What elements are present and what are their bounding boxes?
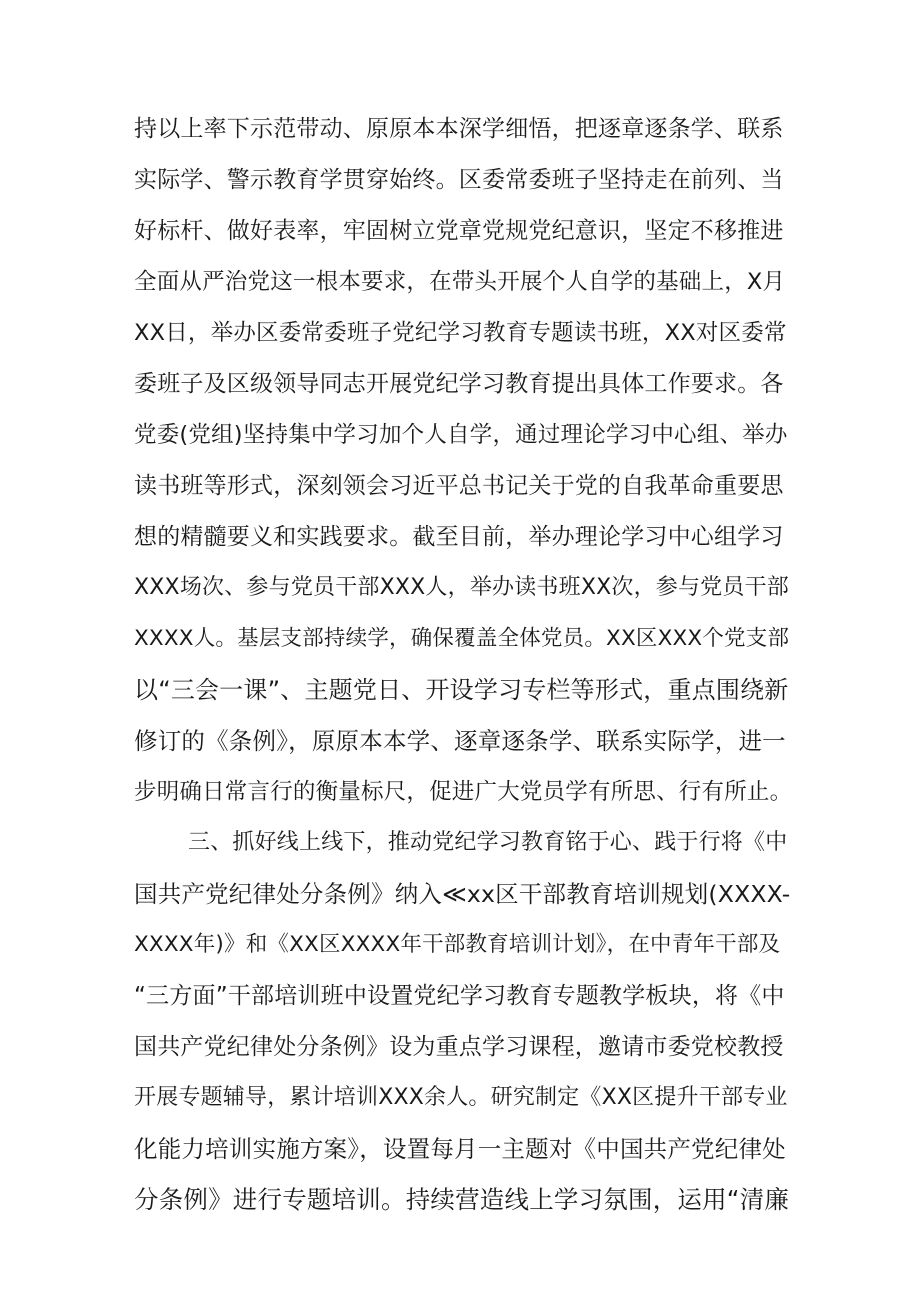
text-line: 以“三会一课”、主题党日、开设学习专栏等形式，重点围绕新: [134, 676, 789, 704]
text-line: 读书班等形式，深刻领会习近平总书记关于党的自我革命重要思: [134, 473, 784, 499]
text-line: XXXX年)》和《XX区XXXX年干部教育培训计划》，在中青年干部及: [134, 932, 781, 957]
text-line: 委班子及区级领导同志开展党纪学习教育提出具体工作要求。各: [134, 371, 784, 397]
text-line: 国共产党纪律处分条例》纳入≪xx区干部教育培训规划(XXXX-: [134, 880, 791, 908]
text-line: 实际学、警示教育学贯穿始终。区委常委班子坚持走在前列、当: [134, 167, 784, 193]
text-line: 分条例》进行专题培训。持续营造线上学习氛围，运用“清廉: [134, 1185, 790, 1214]
text-line: “三方面”干部培训班中设置党纪学习教育专题教学板块，将《中: [134, 983, 785, 1009]
text-line: XXX场次、参与党员干部XXX人，举办读书班XX次，参与党员干部: [134, 575, 789, 600]
text-line: 化能力培训实施方案》，设置每月一主题对《中国共产党纪律处: [134, 1135, 786, 1163]
text-line: 修订的《条例》，原原本本学、逐章逐条学、联系实际学，进一: [134, 727, 786, 755]
text-line: 想的精髓要义和实践要求。截至目前，举办理论学习中心组学习: [134, 524, 784, 550]
text-line: 好标杆、做好表率，牢固树立党章党规党纪意识，坚定不移推进: [134, 218, 784, 244]
text-line: 步明确日常言行的衡量标尺，促进广大党员学有所思、行有所止。: [134, 779, 793, 805]
section-heading-line: 三、抓好线上线下，推动党纪学习教育铭于心、践于行将《中: [188, 830, 788, 855]
text-line: XXXX人。基层支部持续学，确保覆盖全体党员。XX区XXX个党支部: [134, 626, 790, 651]
text-line: 持以上率下示范带动、原原本本深学细悟，把逐章逐条学、联系: [134, 116, 784, 142]
text-line: 开展专题辅导，累计培训XXX余人。研究制定《XX区提升干部专业: [134, 1085, 788, 1110]
text-line: 全面从严治党这一根本要求，在带头开展个人自学的基础上，X月: [134, 269, 786, 295]
text-line: 党委(党组)坚持集中学习加个人自学，通过理论学习中心组、举办: [134, 422, 788, 448]
text-line: XX日，举办区委常委班子党纪学习教育专题读书班，XX对区委常: [134, 320, 787, 346]
text-line: 国共产党纪律处分条例》设为重点学习课程，邀请市委党校教授: [134, 1034, 784, 1060]
